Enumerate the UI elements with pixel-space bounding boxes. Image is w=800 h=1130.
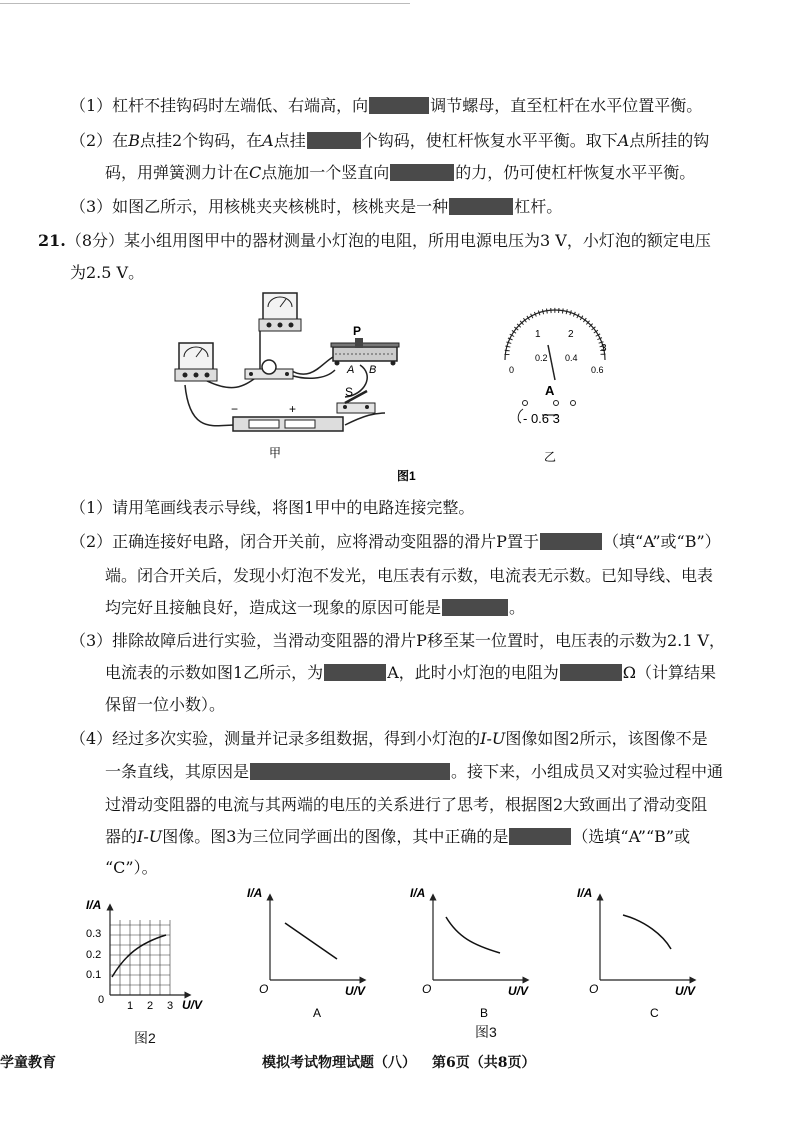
- fig2-ytick-02: 0.2: [86, 949, 102, 961]
- q21-s4: （4）经过多次实验，测量并记录多组数据，得到小灯泡的I-U图像如图2所示，该图像不是: [70, 729, 708, 748]
- fig1-label-yi: 乙: [544, 450, 557, 464]
- rheostat-label-a: A: [347, 364, 355, 376]
- fig3-caption: 图3: [475, 1024, 497, 1040]
- q21-s4-cont2: 过滑动变阻器的电流与其两端的电压的关系进行了思考，根据图2大致画出了滑动变阻: [105, 795, 708, 814]
- footer-page-number: 第6页（共8页）: [432, 1055, 536, 1071]
- footer-publisher: 学童教育: [0, 1055, 56, 1071]
- q21-s3-cont2: 保留一位小数）。: [105, 695, 226, 714]
- q20-part3: （3）如图乙所示，用核桃夹夹核桃时，核桃夹是一种 杠杆。: [70, 197, 563, 216]
- q20-part2-cont: 码，用弹簧测力计在C点施加一个竖直向 的力，仍可使杠杆恢复水平平衡。: [105, 163, 696, 182]
- fig2-xlabel: U/V: [182, 998, 203, 1012]
- graph-a-origin: O: [259, 982, 269, 996]
- lamp-icon: [245, 360, 293, 379]
- battery-plus: +: [289, 402, 297, 416]
- graph-c-curve: [623, 915, 671, 949]
- ammeter-dial: [505, 310, 605, 423]
- dial-end-3: 3: [601, 343, 607, 354]
- answer-blank: [449, 198, 513, 215]
- q21-s2-cont2: 均完好且接触良好，造成这一现象的原因可能是 。: [105, 598, 526, 617]
- graph-c-xlabel: U/V: [675, 984, 696, 998]
- answer-blank: [442, 599, 508, 616]
- q21-s1: （1）请用笔画线表示导线，将图1甲中的电路连接完整。: [70, 498, 475, 517]
- fig1-caption: 图1: [397, 469, 416, 483]
- answer-blank: [509, 828, 571, 845]
- q20-part2: （2）在B点挂2个钩码，在A点挂 个钩码，使杠杆恢复水平平衡。取下A点所挂的钩: [70, 131, 710, 150]
- dial-terminals: - 0.6 3: [523, 411, 560, 426]
- q21-intro: 21.（8分）某小组用图甲中的器材测量小灯泡的电阻，所用电源电压为3 V，小灯泡的额定电压: [38, 231, 711, 250]
- rheostat-icon: [331, 338, 399, 366]
- graph-b-ylabel: I/A: [410, 886, 426, 900]
- fig2-xtick-3: 3: [167, 1000, 174, 1012]
- fig2-caption: 图2: [134, 1030, 156, 1046]
- graph-a-line: [285, 923, 337, 959]
- dial-top-2: 2: [568, 329, 574, 340]
- voltmeter-icon: [175, 343, 217, 381]
- answer-blank: [250, 763, 450, 780]
- q21-s4-cont1: 一条直线，其原因是 。接下来，小组成员又对实验过程中通: [105, 762, 724, 781]
- fig3-graph-c: [575, 885, 705, 1025]
- switch-label-s: S: [345, 385, 354, 399]
- graph-b-label: B: [480, 1006, 489, 1020]
- fig2-xtick-1: 1: [127, 1000, 134, 1012]
- q21-s2: （2）正确连接好电路，闭合开关前，应将滑动变阻器的滑片P置于 （填“A”或“B”）: [70, 532, 721, 551]
- answer-blank: [324, 664, 386, 681]
- rheostat-label-p: P: [353, 324, 362, 338]
- fig3-graph-a: [245, 885, 375, 1025]
- q21-s3-cont1: 电流表的示数如图1乙所示，为 A，此时小灯泡的电阻为 Ω（计算结果: [105, 663, 717, 682]
- figure-1: [165, 285, 625, 485]
- graph-a-ylabel: I/A: [247, 886, 263, 900]
- ammeter-icon: [259, 293, 301, 331]
- q21-s4-cont4: “C”）。: [105, 858, 158, 877]
- dial-top-1: 1: [535, 329, 541, 340]
- fig2-xtick-2: 2: [147, 1000, 154, 1012]
- dial-bottom-0: 0: [509, 365, 515, 375]
- dial-unit: A: [545, 383, 555, 398]
- footer-exam-title: 模拟考试物理试题（八）: [262, 1055, 416, 1071]
- fig2-ylabel: I/A: [86, 898, 102, 912]
- answer-blank: [390, 164, 454, 181]
- graph-b-xlabel: U/V: [508, 984, 529, 998]
- figure-2: [80, 895, 210, 1025]
- answer-blank: [307, 132, 361, 149]
- dial-bottom-06: 0.6: [591, 365, 604, 375]
- answer-blank: [369, 97, 429, 114]
- q21-s4-cont3: 器的I-U图像。图3为三位同学画出的图像，其中正确的是 （选填“A”“B”或: [105, 827, 691, 846]
- graph-a-label: A: [313, 1006, 322, 1020]
- rheostat-label-b: B: [369, 364, 377, 376]
- dial-bottom-04: 0.4: [565, 353, 578, 363]
- top-rule: [0, 3, 410, 4]
- graph-c-ylabel: I/A: [577, 886, 593, 900]
- fig3-graph-b: [408, 885, 538, 1025]
- fig2-xtick-0: 0: [98, 994, 105, 1006]
- fig2-ytick-03: 0.3: [86, 928, 102, 940]
- fig2-ytick-01: 0.1: [86, 969, 102, 981]
- graph-b-curve: [446, 917, 500, 953]
- answer-blank: [540, 533, 602, 550]
- graph-b-origin: O: [422, 982, 432, 996]
- q20-part1: （1）杠杆不挂钩码时左端低、右端高，向 调节螺母，直至杠杆在水平位置平衡。: [70, 96, 703, 115]
- q21-s3: （3）排除故障后进行实验，当滑动变阻器的滑片P移至某一位置时，电压表的示数为2.1 V，: [70, 631, 726, 650]
- q21-s2-cont1: 端。闭合开关后，发现小灯泡不发光，电压表有示数，电流表无示数。已知导线、电表: [105, 566, 714, 585]
- fig1-label-jia: 甲: [269, 446, 282, 460]
- q21-intro-cont: 为2.5 V。: [70, 263, 145, 282]
- battery-minus: −: [231, 402, 239, 416]
- graph-c-label: C: [650, 1006, 659, 1020]
- dial-bottom-02: 0.2: [535, 353, 548, 363]
- graph-a-xlabel: U/V: [345, 984, 366, 998]
- battery-icon: [233, 417, 343, 431]
- answer-blank: [560, 664, 622, 681]
- graph-c-origin: O: [589, 982, 599, 996]
